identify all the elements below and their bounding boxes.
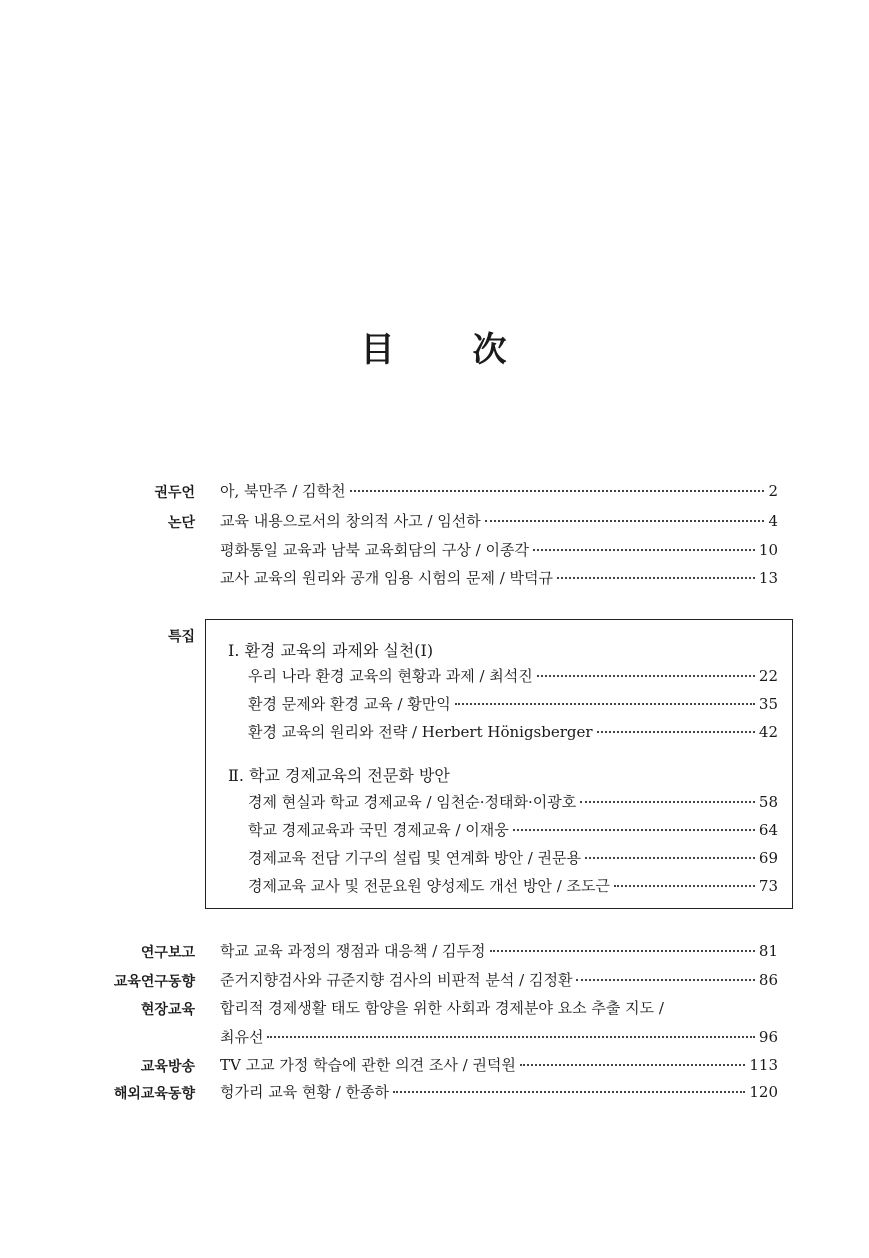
category-label: 특집: [167, 629, 195, 645]
page-title: [0, 322, 869, 371]
entry-title: 우리 나라 환경 교육의 현황과 과제 / 최석진: [248, 667, 533, 685]
entry-title-continued: 최유선: [220, 1028, 264, 1046]
entry-title: 경제교육 교사 및 전문요원 양성제도 개선 방안 / 조도근: [248, 877, 610, 895]
entry-page: 73: [758, 877, 778, 895]
entry-page: 120: [749, 1083, 778, 1101]
toc-entry[interactable]: [220, 940, 778, 961]
entry-page: 69: [758, 849, 778, 867]
toc-entry[interactable]: [220, 1081, 778, 1102]
entry-title: 환경 문제와 환경 교육 / 황만익: [248, 695, 451, 713]
entry-title: TV 고교 가정 학습에 관한 의견 조사 / 권덕원: [220, 1056, 516, 1074]
entry-title: 경제교육 전담 기구의 설립 및 연계화 방안 / 권문용: [248, 849, 582, 867]
entry-page: 35: [758, 695, 778, 713]
category-label: 권두언: [154, 485, 195, 501]
leader-dots: [585, 857, 755, 859]
entry-page: 64: [758, 821, 778, 839]
leader-dots: [455, 703, 755, 705]
section-heading: Ⅰ. 환경 교육의 과제와 실천(Ⅰ): [228, 641, 434, 660]
leader-dots: [350, 490, 765, 492]
entry-page: 2: [768, 482, 778, 500]
toc-entry[interactable]: [248, 791, 778, 812]
toc-entry[interactable]: [220, 1026, 778, 1047]
category-label: 연구보고: [140, 945, 195, 961]
entry-title: 헝가리 교육 현황 / 한종하: [220, 1083, 390, 1101]
entry-page: 22: [758, 667, 778, 685]
category-label: 교육방송: [140, 1059, 195, 1075]
entry-page: 86: [758, 971, 778, 989]
entry-title: 교사 교육의 원리와 공개 임용 시험의 문제 / 박덕규: [220, 569, 554, 587]
entry-page: 113: [749, 1056, 778, 1074]
toc-entry[interactable]: [248, 693, 778, 714]
category-label: 현장교육: [140, 1002, 195, 1018]
leader-dots: [490, 950, 755, 952]
entry-title: 학교 교육 과정의 쟁점과 대응책 / 김두정: [220, 942, 486, 960]
entry-page: 13: [758, 569, 778, 587]
section-heading: Ⅱ. 학교 경제교육의 전문화 방안: [228, 766, 450, 785]
leader-dots: [557, 577, 755, 579]
toc-entry[interactable]: [248, 819, 778, 840]
leader-dots: [520, 1064, 745, 1066]
toc-entry[interactable]: [220, 539, 778, 560]
leader-dots: [576, 979, 754, 981]
category-label: 논단: [167, 515, 195, 531]
title-char-1: 目: [360, 330, 397, 370]
entry-page: 96: [758, 1028, 778, 1046]
category-label: 해외교육동향: [113, 1086, 195, 1102]
entry-title: 준거지향검사와 규준지향 검사의 비판적 분석 / 김정환: [220, 971, 573, 989]
toc-entry[interactable]: [220, 1054, 778, 1075]
title-char-2: 次: [472, 330, 509, 370]
leader-dots: [513, 829, 755, 831]
leader-dots: [267, 1036, 754, 1038]
entry-title: 평화통일 교육과 남북 교육회담의 구상 / 이종각: [220, 541, 529, 559]
leader-dots: [537, 675, 755, 677]
toc-entry[interactable]: [248, 665, 778, 686]
entry-page: 42: [758, 723, 778, 741]
entry-title: 학교 경제교육과 국민 경제교육 / 이재웅: [248, 821, 509, 839]
entry-page: 10: [758, 541, 778, 559]
toc-entry-title-line[interactable]: [220, 997, 778, 1018]
toc-entry[interactable]: [220, 510, 778, 531]
entry-title: 교육 내용으로서의 창의적 사고 / 임선하: [220, 512, 481, 530]
leader-dots: [485, 520, 765, 522]
toc-entry[interactable]: [220, 969, 778, 990]
leader-dots: [614, 885, 755, 887]
category-label: 교육연구동향: [113, 974, 195, 990]
leader-dots: [580, 801, 755, 803]
entry-title: 환경 교육의 원리와 전략 / Herbert Hönigsberger: [248, 723, 593, 741]
toc-entry[interactable]: [220, 480, 778, 501]
leader-dots: [533, 549, 755, 551]
toc-entry[interactable]: [220, 567, 778, 588]
toc-entry[interactable]: [248, 721, 778, 742]
leader-dots: [393, 1091, 745, 1093]
entry-title: 아, 북만주 / 김학천: [220, 482, 346, 500]
entry-page: 4: [768, 512, 778, 530]
entry-page: 58: [758, 793, 778, 811]
entry-title: 합리적 경제생활 태도 함양을 위한 사회과 경제분야 요소 추출 지도 /: [220, 999, 664, 1017]
leader-dots: [597, 731, 755, 733]
toc-entry[interactable]: [248, 847, 778, 868]
entry-page: 81: [758, 942, 778, 960]
entry-title: 경제 현실과 학교 경제교육 / 임천순·정태화·이광호: [248, 793, 577, 811]
toc-entry[interactable]: [248, 875, 778, 896]
